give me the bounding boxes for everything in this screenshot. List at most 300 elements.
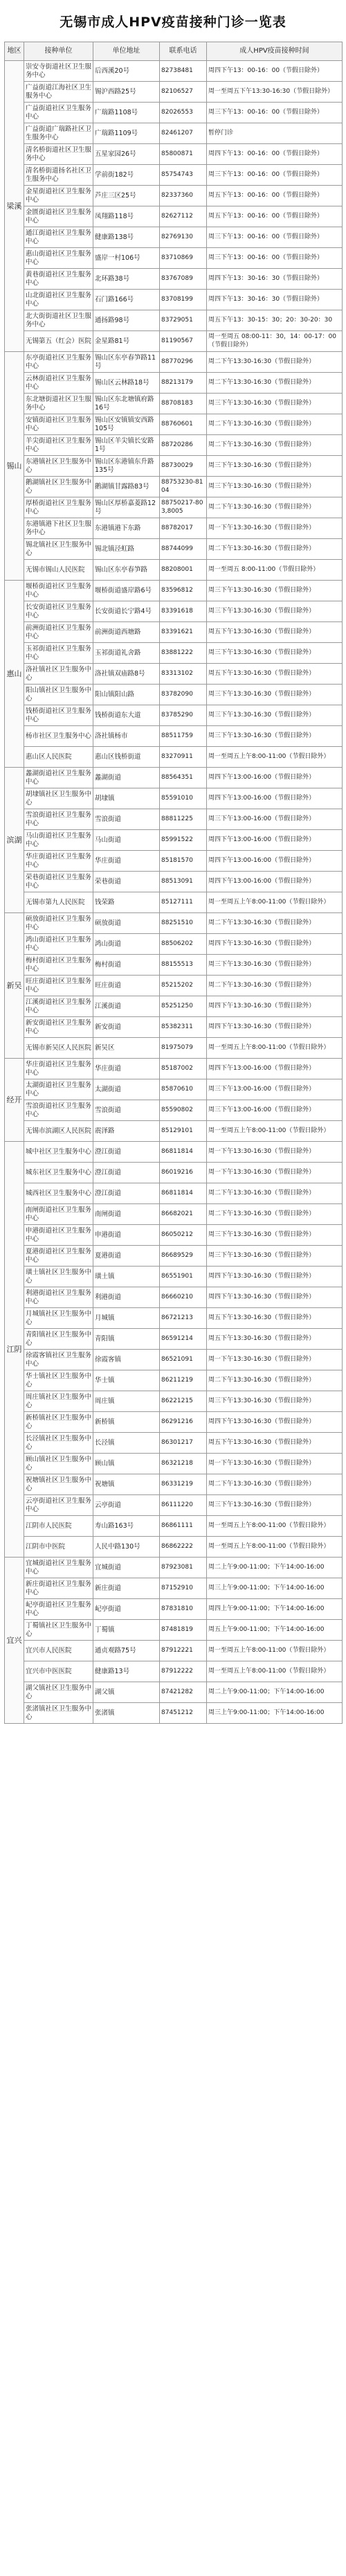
time-cell: 周三下午13:30-16:30（节假日除外） xyxy=(207,581,343,601)
time-cell: 周三下午13:30-16:30（节假日除外） xyxy=(207,705,343,726)
time-cell: 周三下午13:30-16:30（节假日除外） xyxy=(207,477,343,497)
address-cell: 前洲街道西塘路 xyxy=(93,622,160,643)
address-cell: 洛社镇双庙路8号 xyxy=(93,664,160,685)
unit-cell: 无锡市锡山人民医院 xyxy=(24,560,93,581)
unit-cell: 荣巷街道社区卫生服务中心 xyxy=(24,872,93,892)
time-cell: 周五下午13:30-16:30（节假日除外） xyxy=(207,1308,343,1329)
region-cell: 惠山 xyxy=(5,581,24,768)
phone-cell: 86721213 xyxy=(160,1308,207,1329)
unit-cell: 宜兴市人民医院 xyxy=(24,1641,93,1661)
address-cell: 阳山镇阳山路 xyxy=(93,685,160,705)
address-cell: 东港镇港下东路 xyxy=(93,518,160,539)
time-cell: 周三下午13:30-16:30（节假日除外） xyxy=(207,1246,343,1267)
table-row xyxy=(5,1370,343,1391)
address-cell: 健康路13号 xyxy=(93,1661,160,1682)
table-row xyxy=(5,165,343,186)
unit-cell: 无锡第五（红会）医院 xyxy=(24,331,93,352)
unit-cell: 徐霞客镇社区卫生服务中心 xyxy=(24,1350,93,1370)
table-row xyxy=(5,414,343,435)
header-time: 成人HPV疫苗接种时间 xyxy=(207,42,343,61)
time-cell: 周二下午13:30-16:30（节假日除外） xyxy=(207,414,343,435)
unit-cell: 云林街道社区卫生服务中心 xyxy=(24,373,93,394)
phone-cell: 83708199 xyxy=(160,290,207,310)
time-cell: 周二下午13:30-16:30（节假日除外） xyxy=(207,1474,343,1495)
time-cell: 周二下午13:30-16:30（节假日除外） xyxy=(207,976,343,996)
time-cell: 周五下午13:30-16:30（节假日除外） xyxy=(207,1433,343,1454)
address-cell: 堰桥街道盛岸路6号 xyxy=(93,581,160,601)
unit-cell: 周庄镇社区卫生服务中心 xyxy=(24,1391,93,1412)
table-row xyxy=(5,373,343,394)
table-row xyxy=(5,1641,343,1661)
address-cell: 新安街道 xyxy=(93,1017,160,1038)
unit-cell: 东亭街道社区卫生服务中心 xyxy=(24,352,93,373)
unit-cell: 江溪街道社区卫生服务中心 xyxy=(24,996,93,1017)
phone-cell: 86811814 xyxy=(160,1142,207,1163)
table-row xyxy=(5,1703,343,1724)
time-cell: 周三下午13:00-16:00（节假日除外） xyxy=(207,809,343,830)
unit-cell: 江阴市人民医院 xyxy=(24,1516,93,1537)
phone-cell: 85382311 xyxy=(160,1017,207,1038)
phone-cell: 86211219 xyxy=(160,1370,207,1391)
table-row xyxy=(5,1433,343,1454)
table-row xyxy=(5,560,343,581)
time-cell: 周二下午13:30-16:30（节假日除外） xyxy=(207,497,343,518)
time-cell: 周四下午13:30-16:30（节假日除外） xyxy=(207,1267,343,1287)
phone-cell: 86682021 xyxy=(160,1204,207,1225)
address-cell: 人民中路130号 xyxy=(93,1537,160,1558)
phone-cell: 88760601 xyxy=(160,414,207,435)
address-cell: 通贞观路75号 xyxy=(93,1641,160,1661)
unit-cell: 月城镇社区卫生服务中心 xyxy=(24,1308,93,1329)
table-body xyxy=(5,61,343,1724)
phone-cell: 83391618 xyxy=(160,601,207,622)
unit-cell: 雪浪街道社区卫生服务中心 xyxy=(24,1100,93,1121)
phone-cell: 86301217 xyxy=(160,1433,207,1454)
phone-cell: 87481819 xyxy=(160,1620,207,1641)
address-cell: 硕放街道 xyxy=(93,913,160,934)
phone-cell: 85129101 xyxy=(160,1121,207,1142)
address-cell: 新桥镇 xyxy=(93,1412,160,1433)
phone-cell: 88744099 xyxy=(160,539,207,560)
time-cell: 周一至周五下午13:30-16:30（节假日除外） xyxy=(207,82,343,103)
unit-cell: 胡埭镇社区卫生服务中心 xyxy=(24,788,93,809)
unit-cell: 广益街道江海社区卫生服务中心 xyxy=(24,82,93,103)
address-cell: 江溪街道 xyxy=(93,996,160,1017)
table-row xyxy=(5,206,343,227)
unit-cell: 硕放街道社区卫生服务中心 xyxy=(24,913,93,934)
time-cell: 周四下午13：30-16：30（节假日除外） xyxy=(207,269,343,290)
header-region: 地区 xyxy=(5,42,24,61)
address-cell: 寿山路163号 xyxy=(93,1516,160,1537)
time-cell: 周三下午13:30-16:30（节假日除外） xyxy=(207,1391,343,1412)
time-cell: 周一下午13:30-16:30（节假日除外） xyxy=(207,1142,343,1163)
unit-cell: 雪浪街道社区卫生服务中心 xyxy=(24,809,93,830)
table-row xyxy=(5,269,343,290)
phone-cell: 85991522 xyxy=(160,830,207,851)
unit-cell: 华士镇社区卫生服务中心 xyxy=(24,1370,93,1391)
unit-cell: 新桥镇社区卫生服务中心 xyxy=(24,1412,93,1433)
table-row xyxy=(5,1329,343,1350)
table-row xyxy=(5,477,343,497)
time-cell: 周二下午13:30-16:30（节假日除外） xyxy=(207,1183,343,1204)
unit-cell: 湖父镇社区卫生服务中心 xyxy=(24,1682,93,1703)
table-row xyxy=(5,913,343,934)
unit-cell: 玉祁街道社区卫生服务中心 xyxy=(24,643,93,664)
table-row xyxy=(5,456,343,477)
table-row xyxy=(5,1121,343,1142)
table-row xyxy=(5,955,343,976)
table-row xyxy=(5,394,343,414)
address-cell: 盛岸一村106号 xyxy=(93,248,160,269)
address-cell: 湖父镇 xyxy=(93,1682,160,1703)
unit-cell: 青阳镇社区卫生服务中心 xyxy=(24,1329,93,1350)
table-row xyxy=(5,892,343,913)
unit-cell: 厚桥街道社区卫生服务中心 xyxy=(24,497,93,518)
table-header-row xyxy=(5,42,343,61)
table-row xyxy=(5,1474,343,1495)
table-row xyxy=(5,227,343,248)
phone-cell: 85215202 xyxy=(160,976,207,996)
address-cell: 澄江街道 xyxy=(93,1183,160,1204)
unit-cell: 旺庄街道社区卫生服务中心 xyxy=(24,976,93,996)
time-cell: 周三下午13：00-16：00（节假日除外） xyxy=(207,165,343,186)
time-cell: 周二下午13:30-16:30（节假日除外） xyxy=(207,1370,343,1391)
table-row xyxy=(5,1682,343,1703)
table-row xyxy=(5,1599,343,1620)
address-cell: 青阳镇 xyxy=(93,1329,160,1350)
address-cell: 长安街道长宁路4号 xyxy=(93,601,160,622)
phone-cell: 86050212 xyxy=(160,1225,207,1246)
header-address: 单位地址 xyxy=(93,42,160,61)
unit-cell: 太湖街道社区卫生服务中心 xyxy=(24,1079,93,1100)
region-cell: 经开 xyxy=(5,1059,24,1142)
table-row xyxy=(5,61,343,82)
region-cell: 锡山 xyxy=(5,352,24,581)
phone-cell: 86331219 xyxy=(160,1474,207,1495)
time-cell: 周三下午13:30-16:30（节假日除外） xyxy=(207,726,343,747)
unit-cell: 申港街道社区卫生服务中心 xyxy=(24,1225,93,1246)
phone-cell: 83729051 xyxy=(160,310,207,331)
unit-cell: 云亭街道社区卫生服务中心 xyxy=(24,1495,93,1516)
table-row xyxy=(5,1267,343,1287)
table-row xyxy=(5,1454,343,1474)
address-cell: 广瑞路1108号 xyxy=(93,103,160,123)
phone-cell: 82461207 xyxy=(160,123,207,144)
time-cell: 周五下午13:30-16:30（节假日除外） xyxy=(207,664,343,685)
phone-cell: 82106527 xyxy=(160,82,207,103)
unit-cell: 鸿山街道社区卫生服务中心 xyxy=(24,934,93,955)
phone-cell: 87831810 xyxy=(160,1599,207,1620)
address-cell: 蠡湖街道 xyxy=(93,768,160,788)
address-cell: 锡山区东亭春笋路11号 xyxy=(93,352,160,373)
table-row xyxy=(5,622,343,643)
phone-cell: 88564351 xyxy=(160,768,207,788)
address-cell: 南闸街道 xyxy=(93,1204,160,1225)
unit-cell: 东北塘街道社区卫生服务中心 xyxy=(24,394,93,414)
table-row xyxy=(5,830,343,851)
address-cell: 广瑞路1109号 xyxy=(93,123,160,144)
address-cell: 长泾镇 xyxy=(93,1433,160,1454)
address-cell: 锡山区厚桥嘉菱路12号 xyxy=(93,497,160,518)
table-row xyxy=(5,643,343,664)
phone-cell: 88782017 xyxy=(160,518,207,539)
phone-cell: 85187002 xyxy=(160,1059,207,1079)
time-cell: 周三下午13:30-16:30（节假日除外） xyxy=(207,394,343,414)
unit-cell: 通江街道社区卫生服务中心 xyxy=(24,227,93,248)
region-cell: 梁溪 xyxy=(5,61,24,352)
address-cell: 鹅湖镇甘露路83号 xyxy=(93,477,160,497)
table-row xyxy=(5,747,343,768)
unit-cell: 张渚镇社区卫生服务中心 xyxy=(24,1703,93,1724)
address-cell: 月城镇 xyxy=(93,1308,160,1329)
unit-cell: 江阴市中医院 xyxy=(24,1537,93,1558)
time-cell: 周四下午13:00-16:00（节假日除外） xyxy=(207,768,343,788)
time-cell: 周三上午9:00-11:00；下午14:00-16:00 xyxy=(207,1578,343,1599)
time-cell: 周一至周五上午8:00-11:00（节假日除外） xyxy=(207,1661,343,1682)
table-row xyxy=(5,934,343,955)
table-row xyxy=(5,310,343,331)
time-cell: 周三下午13:30-16:30（节假日除外） xyxy=(207,643,343,664)
time-cell: 周三下午13:00-16:00（节假日除外） xyxy=(207,1100,343,1121)
phone-cell: 82769130 xyxy=(160,227,207,248)
phone-cell: 85181570 xyxy=(160,851,207,872)
address-cell: 洛社镇杨市 xyxy=(93,726,160,747)
address-cell: 锡山区东亭春笋路 xyxy=(93,560,160,581)
time-cell: 周三下午13:30-16:30（节假日除外） xyxy=(207,1495,343,1516)
phone-cell: 88750217-803,8005 xyxy=(160,497,207,518)
time-cell: 周一至周五 8:00-11:00（节假日除外） xyxy=(207,560,343,581)
phone-cell: 85870610 xyxy=(160,1079,207,1100)
unit-cell: 长安街道社区卫生服务中心 xyxy=(24,601,93,622)
unit-cell: 广益街道广瑞路社区卫生服务中心 xyxy=(24,123,93,144)
time-cell: 周四下午13:30-16:30（节假日除外） xyxy=(207,996,343,1017)
unit-cell: 崇安寺街道社区卫生服务中心 xyxy=(24,61,93,82)
address-cell: 锡山区安镇镇安西路105号 xyxy=(93,414,160,435)
time-cell: 周三下午13:30-16:30（节假日除外） xyxy=(207,685,343,705)
unit-cell: 黄巷街道社区卫生服务中心 xyxy=(24,269,93,290)
unit-cell: 东港镇社区卫生服务中心 xyxy=(24,456,93,477)
address-cell: 五星家园26号 xyxy=(93,144,160,165)
unit-cell: 夏港街道社区卫生服务中心 xyxy=(24,1246,93,1267)
phone-cell: 81975079 xyxy=(160,1038,207,1059)
phone-cell: 86689529 xyxy=(160,1246,207,1267)
time-cell: 周四下午13:30-16:30（节假日除外） xyxy=(207,1412,343,1433)
time-cell: 周四下午13:00-16:00（节假日除外） xyxy=(207,1059,343,1079)
table-row xyxy=(5,248,343,269)
address-cell: 胡埭镇 xyxy=(93,788,160,809)
phone-cell: 88251510 xyxy=(160,913,207,934)
address-cell: 钱荣路 xyxy=(93,892,160,913)
phone-cell: 83270911 xyxy=(160,747,207,768)
unit-cell: 宜城街道社区卫生服务中心 xyxy=(24,1558,93,1578)
time-cell: 周四下午13:30-16:30（节假日除外） xyxy=(207,1017,343,1038)
table-row xyxy=(5,1578,343,1599)
address-cell: 健康路138号 xyxy=(93,227,160,248)
address-cell: 利港街道 xyxy=(93,1287,160,1308)
phone-cell: 87421282 xyxy=(160,1682,207,1703)
address-cell: 钱桥街道东大道 xyxy=(93,705,160,726)
unit-cell: 城东社区卫生服务中心 xyxy=(24,1163,93,1183)
time-cell: 周二上午9:00-11:00；下午14:00-16:00 xyxy=(207,1682,343,1703)
address-cell: 锡沪西路25号 xyxy=(93,82,160,103)
phone-cell: 87451212 xyxy=(160,1703,207,1724)
unit-cell: 广益街道社区卫生服务中心 xyxy=(24,103,93,123)
table-row xyxy=(5,601,343,622)
address-cell: 锡山区东港镇东升路135号 xyxy=(93,456,160,477)
table-row xyxy=(5,685,343,705)
phone-cell: 88811225 xyxy=(160,809,207,830)
unit-cell: 无锡市新吴区人民医院 xyxy=(24,1038,93,1059)
address-cell: 新庄街道 xyxy=(93,1578,160,1599)
phone-cell: 85127111 xyxy=(160,892,207,913)
table-row xyxy=(5,1059,343,1079)
address-cell: 后西溪20号 xyxy=(93,61,160,82)
address-cell: 澄江街道 xyxy=(93,1142,160,1163)
time-cell: 周一至周五上午8:00-11:00（节假日除外） xyxy=(207,1038,343,1059)
unit-cell: 金星街道社区卫生服务中心 xyxy=(24,186,93,206)
time-cell: 周一至周五上午8:00-11:00（节假日除外） xyxy=(207,1516,343,1537)
phone-cell: 88730029 xyxy=(160,456,207,477)
table-row xyxy=(5,144,343,165)
address-cell: 顾山镇 xyxy=(93,1454,160,1474)
address-cell: 锡山区东北塘镇府路16号 xyxy=(93,394,160,414)
address-cell: 新吴区 xyxy=(93,1038,160,1059)
table-row xyxy=(5,1204,343,1225)
table-row xyxy=(5,851,343,872)
time-cell: 周三下午13：00-16：00（节假日除外） xyxy=(207,227,343,248)
address-cell: 华庄街道 xyxy=(93,1059,160,1079)
unit-cell: 华庄街道社区卫生服务中心 xyxy=(24,851,93,872)
unit-cell: 利港街道社区卫生服务中心 xyxy=(24,1287,93,1308)
address-cell: 璜土镇 xyxy=(93,1267,160,1287)
table-row xyxy=(5,352,343,373)
unit-cell: 北大街街道社区卫生服务中心 xyxy=(24,310,93,331)
table-row xyxy=(5,1100,343,1121)
time-cell: 周五下午13:30-16:30（节假日除外） xyxy=(207,1329,343,1350)
unit-cell: 山北街道社区卫生服务中心 xyxy=(24,290,93,310)
phone-cell: 88708183 xyxy=(160,394,207,414)
time-cell: 周四上午9:00-11:00；下午14:00-16:00 xyxy=(207,1599,343,1620)
phone-cell: 86591214 xyxy=(160,1329,207,1350)
table-row xyxy=(5,1038,343,1059)
table-row xyxy=(5,186,343,206)
unit-cell: 城中社区卫生服务中心 xyxy=(24,1142,93,1163)
address-cell: 鸿山街道 xyxy=(93,934,160,955)
phone-cell: 86862222 xyxy=(160,1537,207,1558)
phone-cell: 83782090 xyxy=(160,685,207,705)
time-cell: 周二上午9:00-11:00；下午14:00-16:00 xyxy=(207,1558,343,1578)
unit-cell: 安镇街道社区卫生服务中心 xyxy=(24,414,93,435)
time-cell: 周三下午13:30-16:30（节假日除外） xyxy=(207,955,343,976)
phone-cell: 88720286 xyxy=(160,435,207,456)
time-cell: 周三下午13：00-16：00（节假日除外） xyxy=(207,103,343,123)
region-cell: 江阴 xyxy=(5,1142,24,1558)
table-row xyxy=(5,1661,343,1682)
time-cell: 周一下午13:30-16:30（节假日除外） xyxy=(207,1454,343,1474)
address-cell: 徐霞客镇 xyxy=(93,1350,160,1370)
table-row xyxy=(5,1225,343,1246)
header-unit: 接种单位 xyxy=(24,42,93,61)
table-row xyxy=(5,768,343,788)
unit-cell: 阳山镇社区卫生服务中心 xyxy=(24,685,93,705)
unit-cell: 屺亭街道社区卫生服务中心 xyxy=(24,1599,93,1620)
time-cell: 周五下午13：30-15：30；20：30-20：30 xyxy=(207,310,343,331)
address-cell: 芦庄三区25号 xyxy=(93,186,160,206)
phone-cell: 83785290 xyxy=(160,705,207,726)
unit-cell: 鹅湖镇社区卫生服务中心 xyxy=(24,477,93,497)
unit-cell: 城西社区卫生服务中心 xyxy=(24,1183,93,1204)
time-cell: 周三下午13:00-16:00（节假日除外） xyxy=(207,1079,343,1100)
table-row xyxy=(5,726,343,747)
time-cell: 周四下午13:00-16:00（节假日除外） xyxy=(207,788,343,809)
unit-cell: 马山街道社区卫生服务中心 xyxy=(24,830,93,851)
time-cell: 周二下午13:30-16:30（节假日除外） xyxy=(207,1204,343,1225)
address-cell: 申港街道 xyxy=(93,1225,160,1246)
time-cell: 周四下午13：00-16：00（节假日除外） xyxy=(207,144,343,165)
header-phone: 联系电话 xyxy=(160,42,207,61)
table-row xyxy=(5,1620,343,1641)
unit-cell: 宜兴市中医医院 xyxy=(24,1661,93,1682)
time-cell: 周四下午13:00-16:00（节假日除外） xyxy=(207,872,343,892)
table-row xyxy=(5,872,343,892)
time-cell: 周一至周五上午8:00-11:00（节假日除外） xyxy=(207,1121,343,1142)
address-cell: 丁蜀镇 xyxy=(93,1620,160,1641)
phone-cell: 85590802 xyxy=(160,1100,207,1121)
phone-cell: 86551901 xyxy=(160,1267,207,1287)
region-cell: 新吴 xyxy=(5,913,24,1059)
time-cell: 周五下午13：00-16：00（节假日除外） xyxy=(207,186,343,206)
unit-cell: 蠡湖街道社区卫生服务中心 xyxy=(24,768,93,788)
unit-cell: 祝塘镇社区卫生服务中心 xyxy=(24,1474,93,1495)
table-row xyxy=(5,290,343,310)
time-cell: 周二下午13:30-16:30（节假日除外） xyxy=(207,373,343,394)
time-cell: 周二下午13:30-16:30（节假日除外） xyxy=(207,435,343,456)
unit-cell: 华庄街道社区卫生服务中心 xyxy=(24,1059,93,1079)
table-row xyxy=(5,1412,343,1433)
phone-cell: 82627112 xyxy=(160,206,207,227)
phone-cell: 87912221 xyxy=(160,1641,207,1661)
phone-cell: 85800871 xyxy=(160,144,207,165)
address-cell: 雪浪街道 xyxy=(93,1100,160,1121)
address-cell: 石门路166号 xyxy=(93,290,160,310)
phone-cell: 82337360 xyxy=(160,186,207,206)
phone-cell: 82026553 xyxy=(160,103,207,123)
table-row xyxy=(5,539,343,560)
address-cell: 华士镇 xyxy=(93,1370,160,1391)
phone-cell: 86111220 xyxy=(160,1495,207,1516)
time-cell: 周四下午13：00-16：00（节假日除外） xyxy=(207,61,343,82)
table-row xyxy=(5,1183,343,1204)
time-cell: 周四下午13:30-16:30（节假日除外） xyxy=(207,1287,343,1308)
time-cell: 周四下午13:00-16:00（节假日除外） xyxy=(207,851,343,872)
table-row xyxy=(5,1350,343,1370)
table-row xyxy=(5,996,343,1017)
phone-cell: 83596812 xyxy=(160,581,207,601)
time-cell: 周四下午13：30-16：30（节假日除外） xyxy=(207,290,343,310)
unit-cell: 惠山街道社区卫生服务中心 xyxy=(24,248,93,269)
phone-cell: 86321218 xyxy=(160,1454,207,1474)
phone-cell: 86221215 xyxy=(160,1391,207,1412)
address-cell: 锡山区羊尖镇长安路1号 xyxy=(93,435,160,456)
unit-cell: 东港镇港下社区卫生服务中心 xyxy=(24,518,93,539)
table-row xyxy=(5,1287,343,1308)
address-cell: 北环路38号 xyxy=(93,269,160,290)
unit-cell: 南闸街道社区卫生服务中心 xyxy=(24,1204,93,1225)
address-cell: 太湖街道 xyxy=(93,1079,160,1100)
address-cell: 通扬路98号 xyxy=(93,310,160,331)
time-cell: 周五下午13：00-16：00（节假日除外） xyxy=(207,206,343,227)
table-row xyxy=(5,809,343,830)
